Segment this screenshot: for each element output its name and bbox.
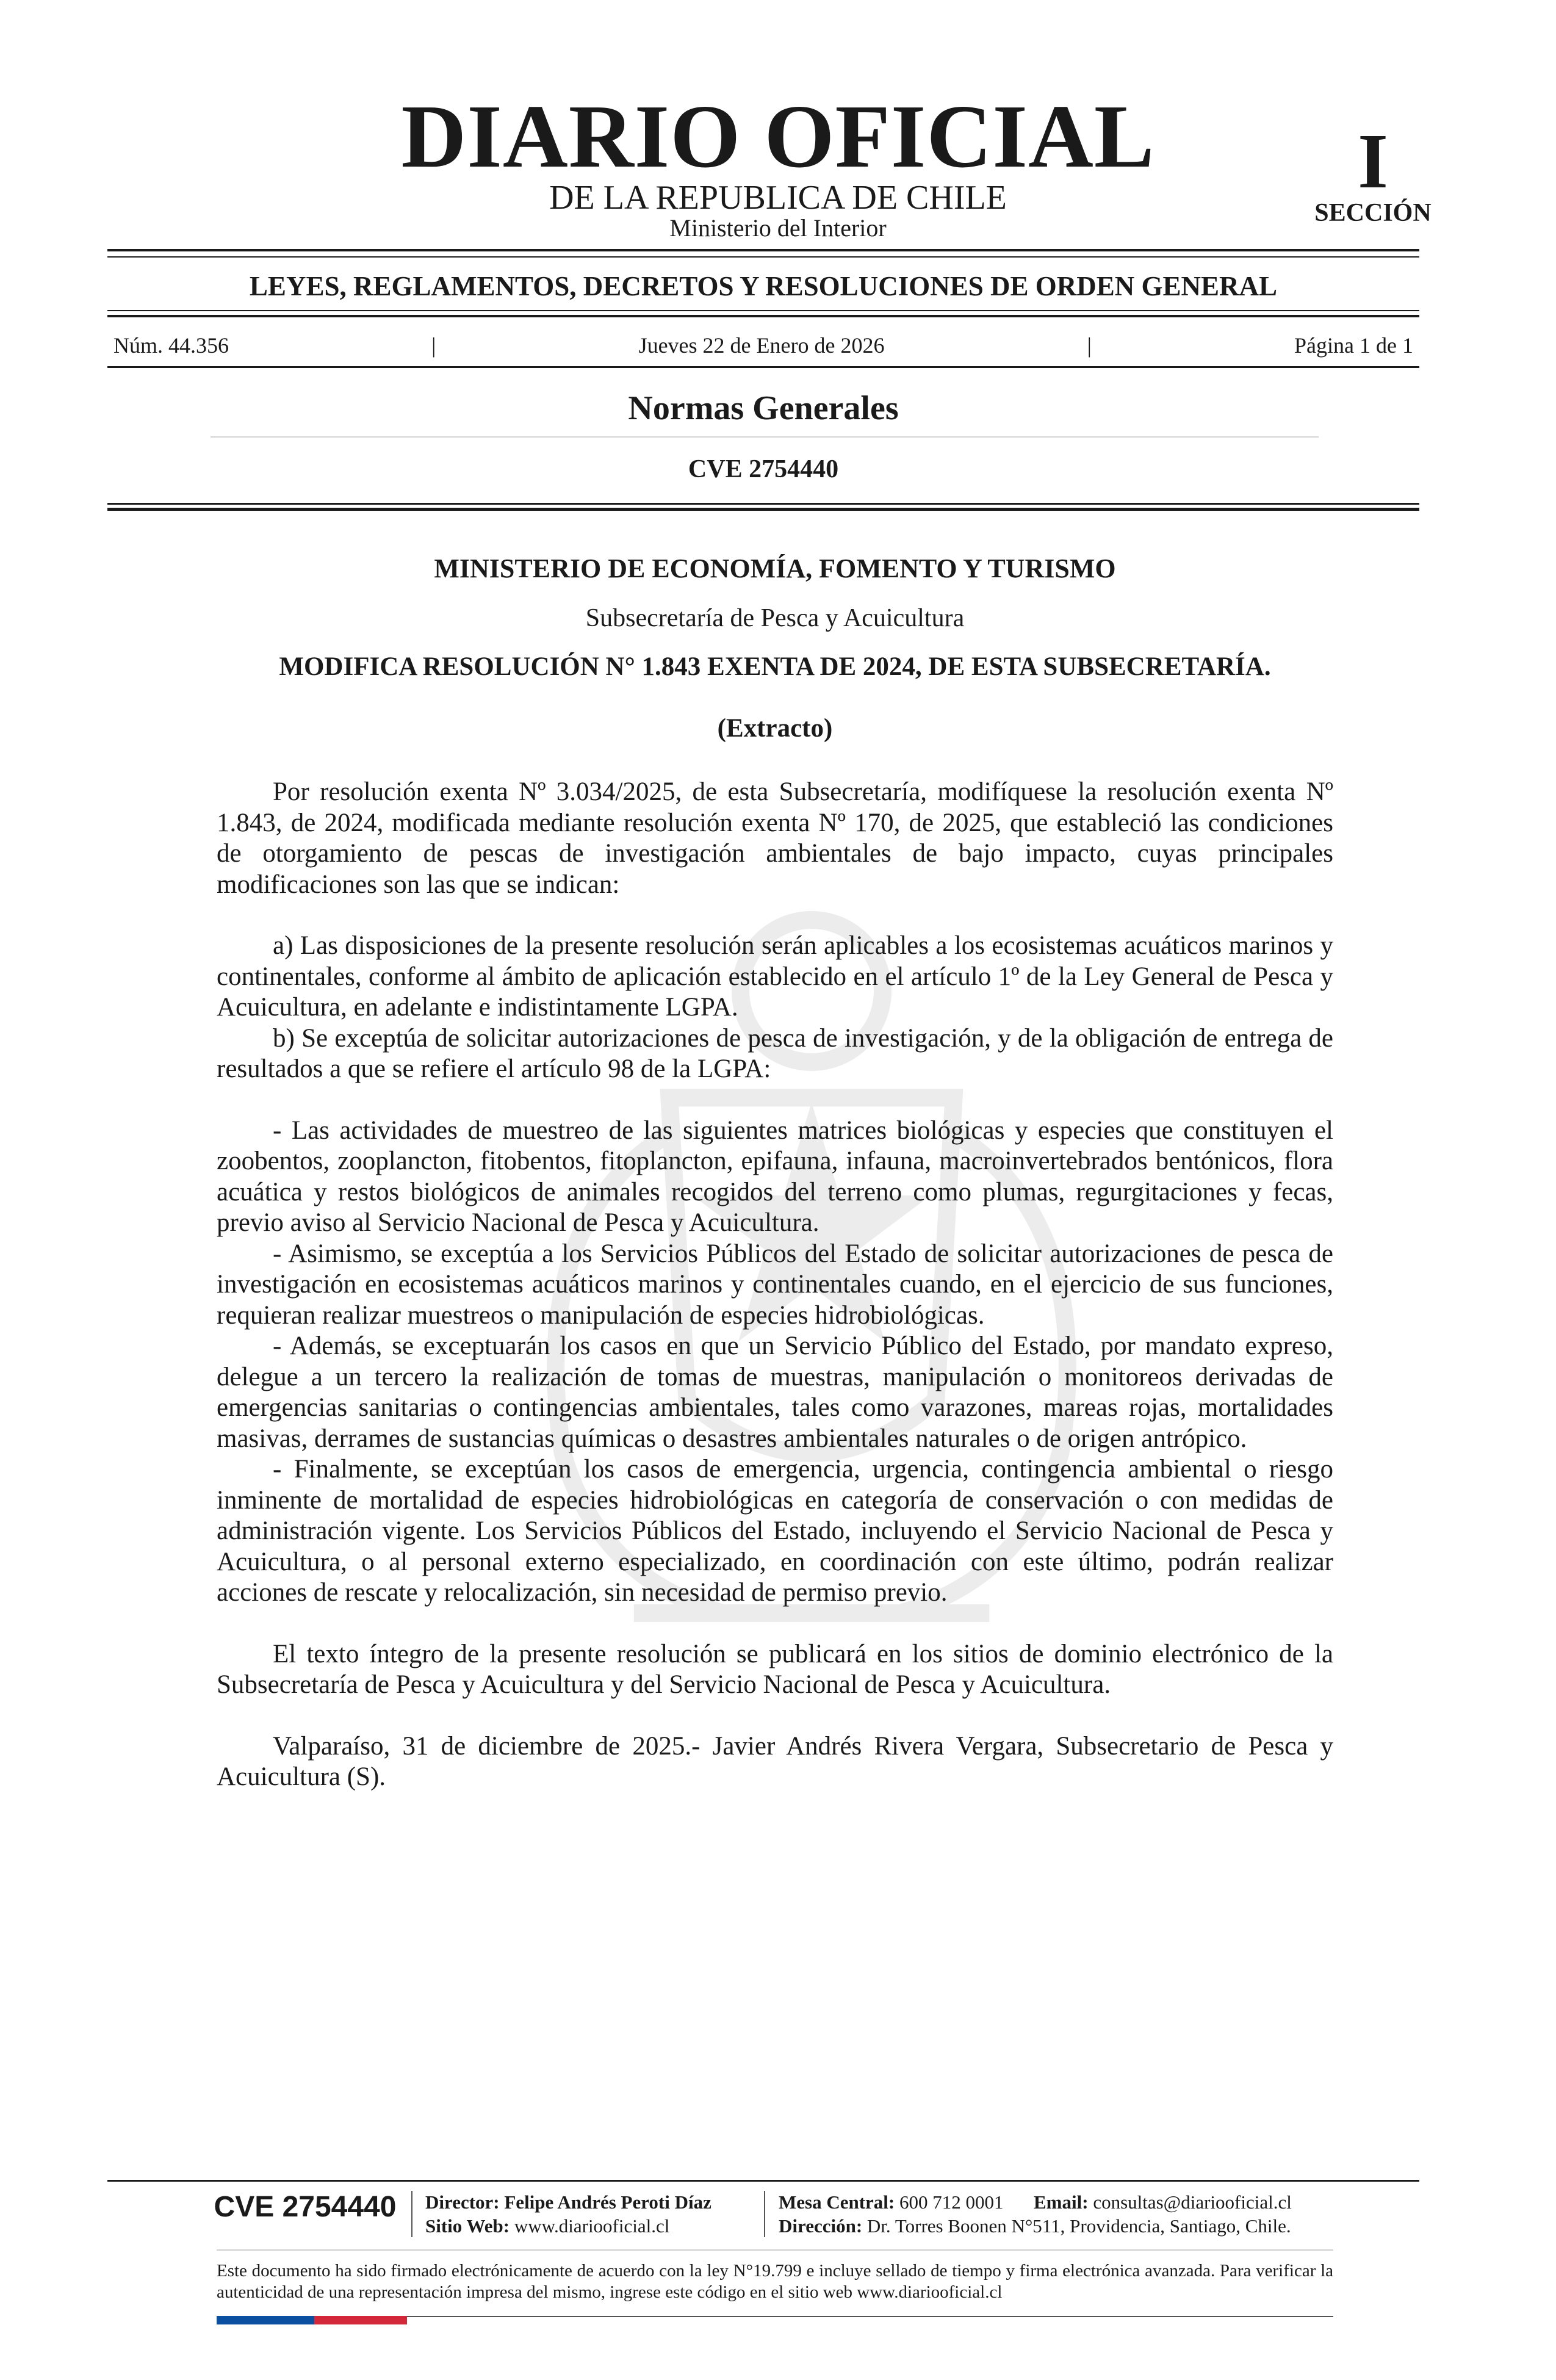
flag-stripe-blue [217, 2316, 314, 2324]
body-paragraph: - Además, se exceptuarán los casos en que un Servicio Público del Estado, por mandato expreso, delegue a un tercero la realización de tomas de muestras, manipulación o monitoreos derivadas de emergencias sanitarias o contingencias ambientales, tales como varazones, mareas rojas, mortalidades masivas, derrames de sustancias químicas o desastres ambientales naturales o de origen antrópico. [217, 1332, 1333, 1453]
footer-director-line [425, 2190, 711, 2214]
website-link[interactable]: www.diariooficial.cl [514, 2215, 670, 2237]
footer-contact-line [779, 2190, 1292, 2214]
director-name: Felipe Andrés Peroti Díaz [504, 2191, 711, 2213]
category-rule-bottom [107, 315, 1419, 317]
email-link[interactable]: consultas@diariooficial.cl [1093, 2191, 1292, 2213]
issue-separator: | [431, 333, 436, 358]
phone-number: 600 712 0001 [899, 2191, 1004, 2213]
body-paragraph: - Asimismo, se exceptúa a los Servicios Públicos del Estado de solicitar autorizaciones de pesca de investigación en ecosistemas acuáticos marinos y continentales cuando, en el ejercicio de sus funciones, requieran realizar muestreos o manipulación de especies hidrobiológicas. [217, 1239, 1333, 1330]
category-rule-top [107, 310, 1419, 311]
section-number: I [1358, 118, 1388, 204]
masthead-subtitle: DE LA REPUBLICA DE CHILE [549, 179, 1007, 217]
address-label: Dirección: [779, 2215, 863, 2237]
issue-rule [107, 366, 1419, 368]
email-label: Email: [1034, 2191, 1089, 2213]
body-paragraph: a) Las disposiciones de la presente resolución serán aplicables a los ecosistemas acuáticos marinos y continentales, conforme al ámbito de aplicación establecido en el artículo 1º de la Ley General de Pesca y Acuicultura, en adelante e indistintamente LGPA. [217, 931, 1333, 1022]
address-text: Dr. Torres Boonen N°511, Providencia, Santiago, Chile. [866, 2215, 1291, 2237]
footer-cve-code: CVE 2754440 [214, 2191, 397, 2223]
director-label: Director: [425, 2191, 500, 2213]
document-body [217, 777, 1333, 1793]
issue-separator: | [1087, 333, 1092, 358]
body-paragraph: Por resolución exenta Nº 3.034/2025, de esta Subsecretaría, modifíquese la resolución exenta Nº 1.843, de 2024, modificada mediante resolución exenta Nº 170, de 2025, que estableció las condiciones de otorgamiento de pescas de investigación ambientales de bajo impacto, cuyas principales modificaciones son las que se indican: [217, 777, 1333, 899]
masthead-ministry: Ministerio del Interior [669, 214, 887, 242]
footer-rule-top [107, 2180, 1419, 2182]
section-title: Normas Generales [628, 389, 899, 427]
header-rule-top [107, 503, 1419, 505]
footer-address-line [779, 2214, 1291, 2238]
masthead-title: DIARIO OFICIAL [401, 87, 1155, 187]
cve-code: CVE 2754440 [688, 455, 839, 483]
document-ministry: MINISTERIO DE ECONOMÍA, FOMENTO Y TURISMO [434, 554, 1116, 583]
document-title: MODIFICA RESOLUCIÓN N° 1.843 EXENTA DE 2024, DE ESTA SUBSECRETARÍA. [279, 652, 1271, 681]
issue-page: Página 1 de 1 [1294, 333, 1413, 358]
flag-stripe-red [314, 2316, 407, 2324]
website-label: Sitio Web: [425, 2215, 510, 2237]
footer-thin-rule [217, 2249, 1333, 2251]
issue-info-row [113, 334, 1413, 356]
signature-paragraph: Valparaíso, 31 de diciembre de 2025.- Javier Andrés Rivera Vergara, Subsecretario de Pesca y Acuicultura (S). [217, 1731, 1333, 1791]
masthead-rule-top [107, 249, 1419, 251]
header-rule-bottom [107, 508, 1419, 511]
body-paragraph: El texto íntegro de la presente resolución se publicará en los sitios de dominio electrónico de la Subsecretaría de Pesca y Acuicultura y del Servicio Nacional de Pesca y Acuicultura. [217, 1639, 1333, 1699]
issue-date: Jueves 22 de Enero de 2026 [638, 333, 885, 358]
body-paragraph: - Las actividades de muestreo de las siguientes matrices biológicas y especies que constituyen el zoobentos, zooplancton, fitobentos, fitoplancton, epifauna, infauna, macroinvertebrados bentónicos, flora acuática y restos biológicos de animales recogidos del terreno como plumas, regurgitaciones y fecas, previo aviso al Servicio Nacional de Pesca y Acuicultura. [217, 1116, 1333, 1237]
footer-website-line [425, 2214, 669, 2238]
body-paragraph: - Finalmente, se exceptúan los casos de emergencia, urgencia, contingencia ambiental o riesgo inminente de mortalidad de especies hidrobiológicas en categoría de conservación o con medidas de administración vigente. Los Servicios Públicos del Estado, incluyendo el Servicio Nacional de Pesca y Acuicultura, o al personal externo especializado, en coordinación con este último, podrán realizar acciones de rescate y relocalización, sin necesidad de permiso previo. [217, 1455, 1333, 1607]
document-subtitle: (Extracto) [717, 714, 833, 743]
footer-rule-bottom [407, 2316, 1333, 2317]
section-label: SECCIÓN [1314, 199, 1432, 227]
masthead-rule-bottom [107, 256, 1419, 258]
category-heading: LEYES, REGLAMENTOS, DECRETOS Y RESOLUCIONES DE ORDEN GENERAL [249, 271, 1278, 301]
footer-separator [764, 2191, 765, 2237]
body-paragraph: b) Se exceptúa de solicitar autorizaciones de pesca de investigación, y de la obligación de entrega de resultados a que se refiere el artículo 98 de la LGPA: [217, 1023, 1333, 1083]
phone-label: Mesa Central: [779, 2191, 895, 2213]
issue-number: Núm. 44.356 [113, 333, 229, 358]
section-divider [211, 436, 1319, 438]
footer-separator [411, 2191, 412, 2237]
document-agency: Subsecretaría de Pesca y Acuicultura [585, 604, 965, 632]
footer-legal-notice: Este documento ha sido firmado electrónicamente de acuerdo con la ley N°19.799 e incluye sellado de tiempo y firma electrónica avanzada. Para verificar la autenticidad de una representación impresa del mismo, ingrese este código en el sitio web www.diariooficial.cl [217, 2261, 1333, 2302]
